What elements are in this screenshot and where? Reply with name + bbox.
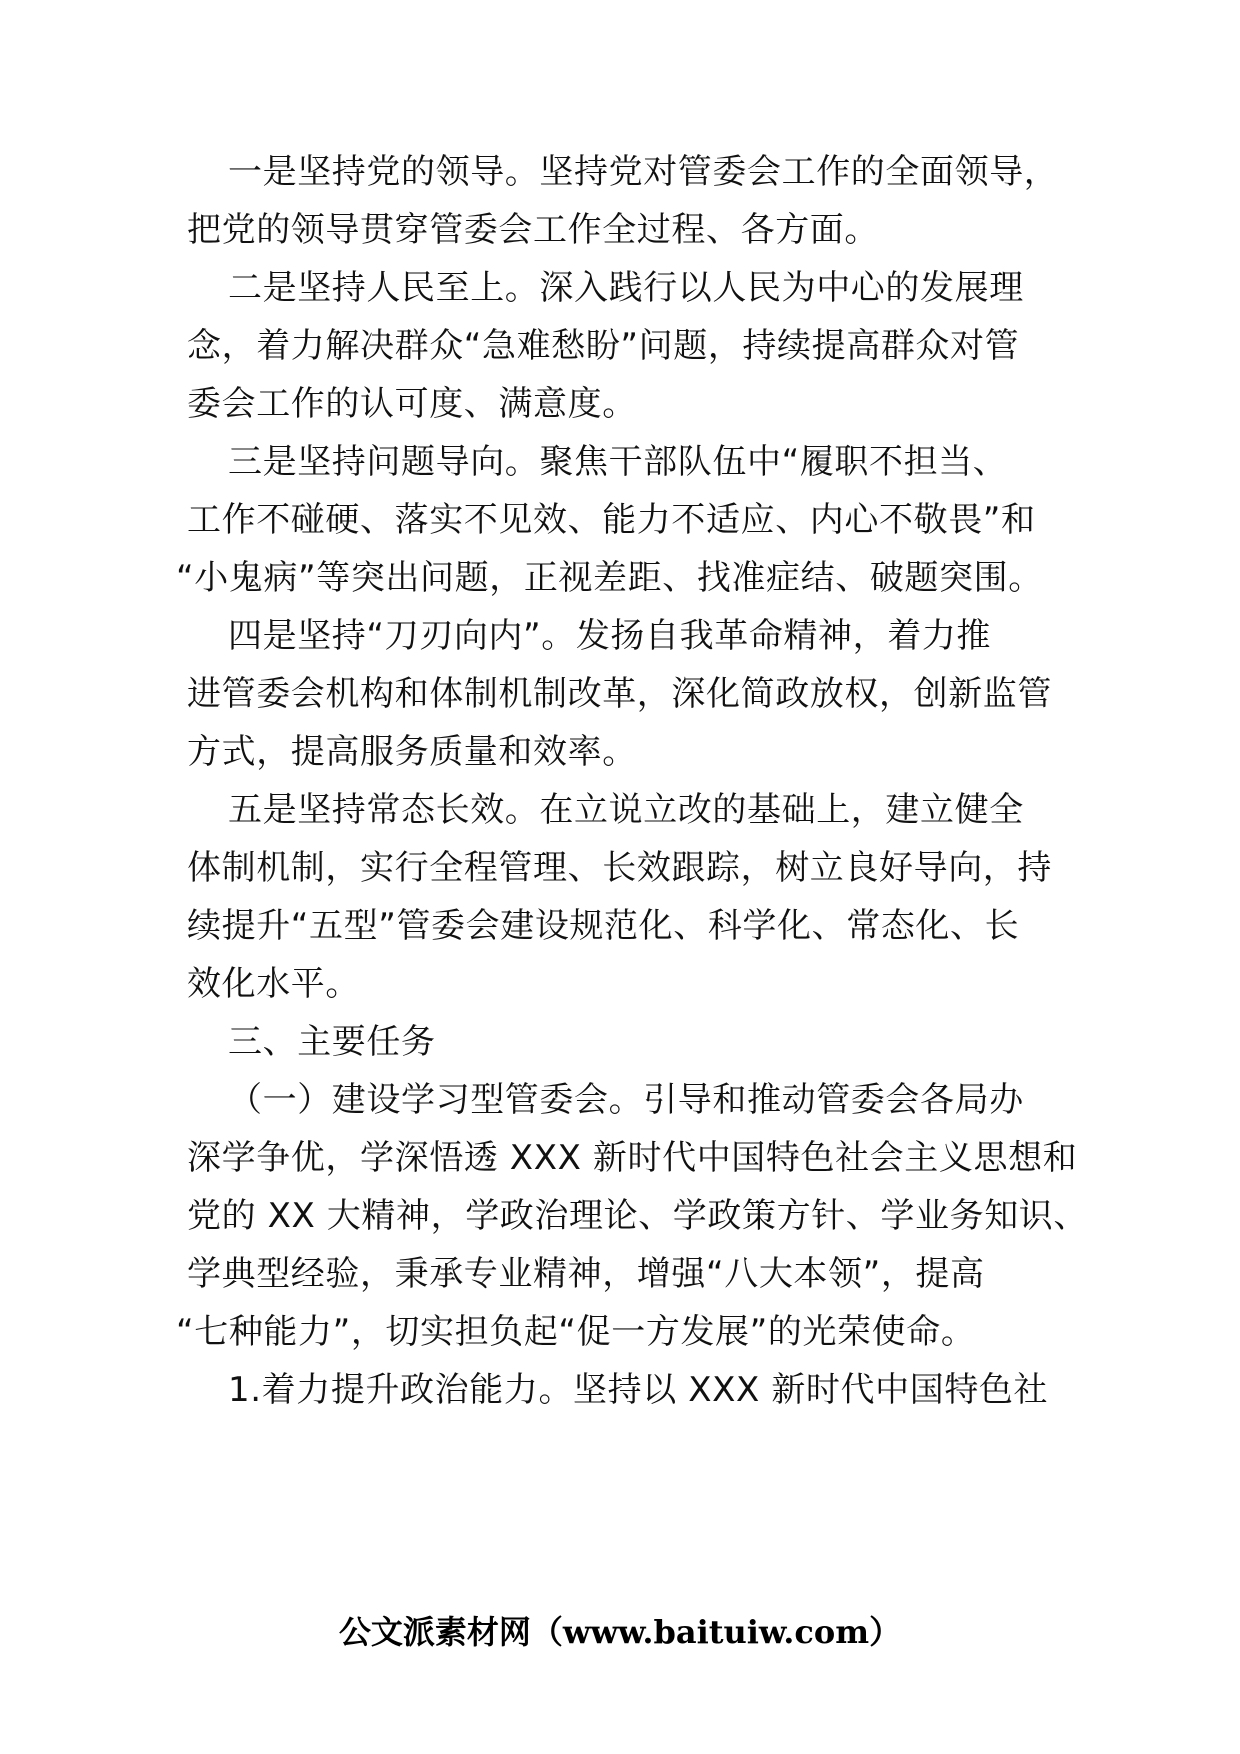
text-line-6: 三是坚持问题导向。聚焦干部队伍中“履职不担当、 xyxy=(228,442,1008,482)
text-line-22: 1.着力提升政治能力。坚持以 XXX 新时代中国特色社 xyxy=(228,1370,1049,1410)
text-line-19: 党的 XX 大精神，学政治理论、学政策方针、学业务知识、 xyxy=(187,1196,1088,1236)
section-heading: 三、主要任务 xyxy=(228,1022,436,1062)
text-line-9: 四是坚持“刀刃向内”。发扬自我革命精神，着力推 xyxy=(228,616,992,656)
footer-watermark-text: 公文派素材网（www.baituiw.com） xyxy=(338,1613,902,1651)
text-line-15: 效化水平。 xyxy=(187,964,360,1004)
text-line-2: 把党的领导贯穿管委会工作全过程、各方面。 xyxy=(187,210,879,250)
text-line-20: 学典型经验，秉承专业精神，增强“八大本领”，提高 xyxy=(187,1254,985,1294)
text-line-14: 续提升“五型”管委会建设规范化、科学化、常态化、长 xyxy=(187,906,1020,946)
text-line-17: （一）建设学习型管委会。引导和推动管委会各局办 xyxy=(228,1080,1024,1120)
text-line-11: 方式，提高服务质量和效率。 xyxy=(187,732,637,772)
text-line-1: 一是坚持党的领导。坚持党对管委会工作的全面领导， xyxy=(228,152,1059,192)
text-line-5: 委会工作的认可度、满意度。 xyxy=(187,384,637,424)
text-line-4: 念，着力解决群众“急难愁盼”问题，持续提高群众对管 xyxy=(187,326,1020,366)
text-line-7: 工作不碰硬、落实不见效、能力不适应、内心不敬畏”和 xyxy=(187,500,1036,540)
text-line-18: 深学争优，学深悟透 XXX 新时代中国特色社会主义思想和 xyxy=(187,1138,1078,1178)
text-line-10: 进管委会机构和体制机制改革，深化简政放权，创新监管 xyxy=(187,674,1052,714)
text-line-8: “小鬼病”等突出问题，正视差距、找准症结、破题突围。 xyxy=(176,558,1043,598)
text-line-12: 五是坚持常态长效。在立说立改的基础上，建立健全 xyxy=(228,790,1024,830)
text-line-3: 二是坚持人民至上。深入践行以人民为中心的发展理 xyxy=(228,268,1024,308)
text-line-21: “七种能力”，切实担负起“促一方发展”的光荣使命。 xyxy=(176,1312,976,1352)
text-line-13: 体制机制，实行全程管理、长效跟踪，树立良好导向，持 xyxy=(187,848,1052,888)
